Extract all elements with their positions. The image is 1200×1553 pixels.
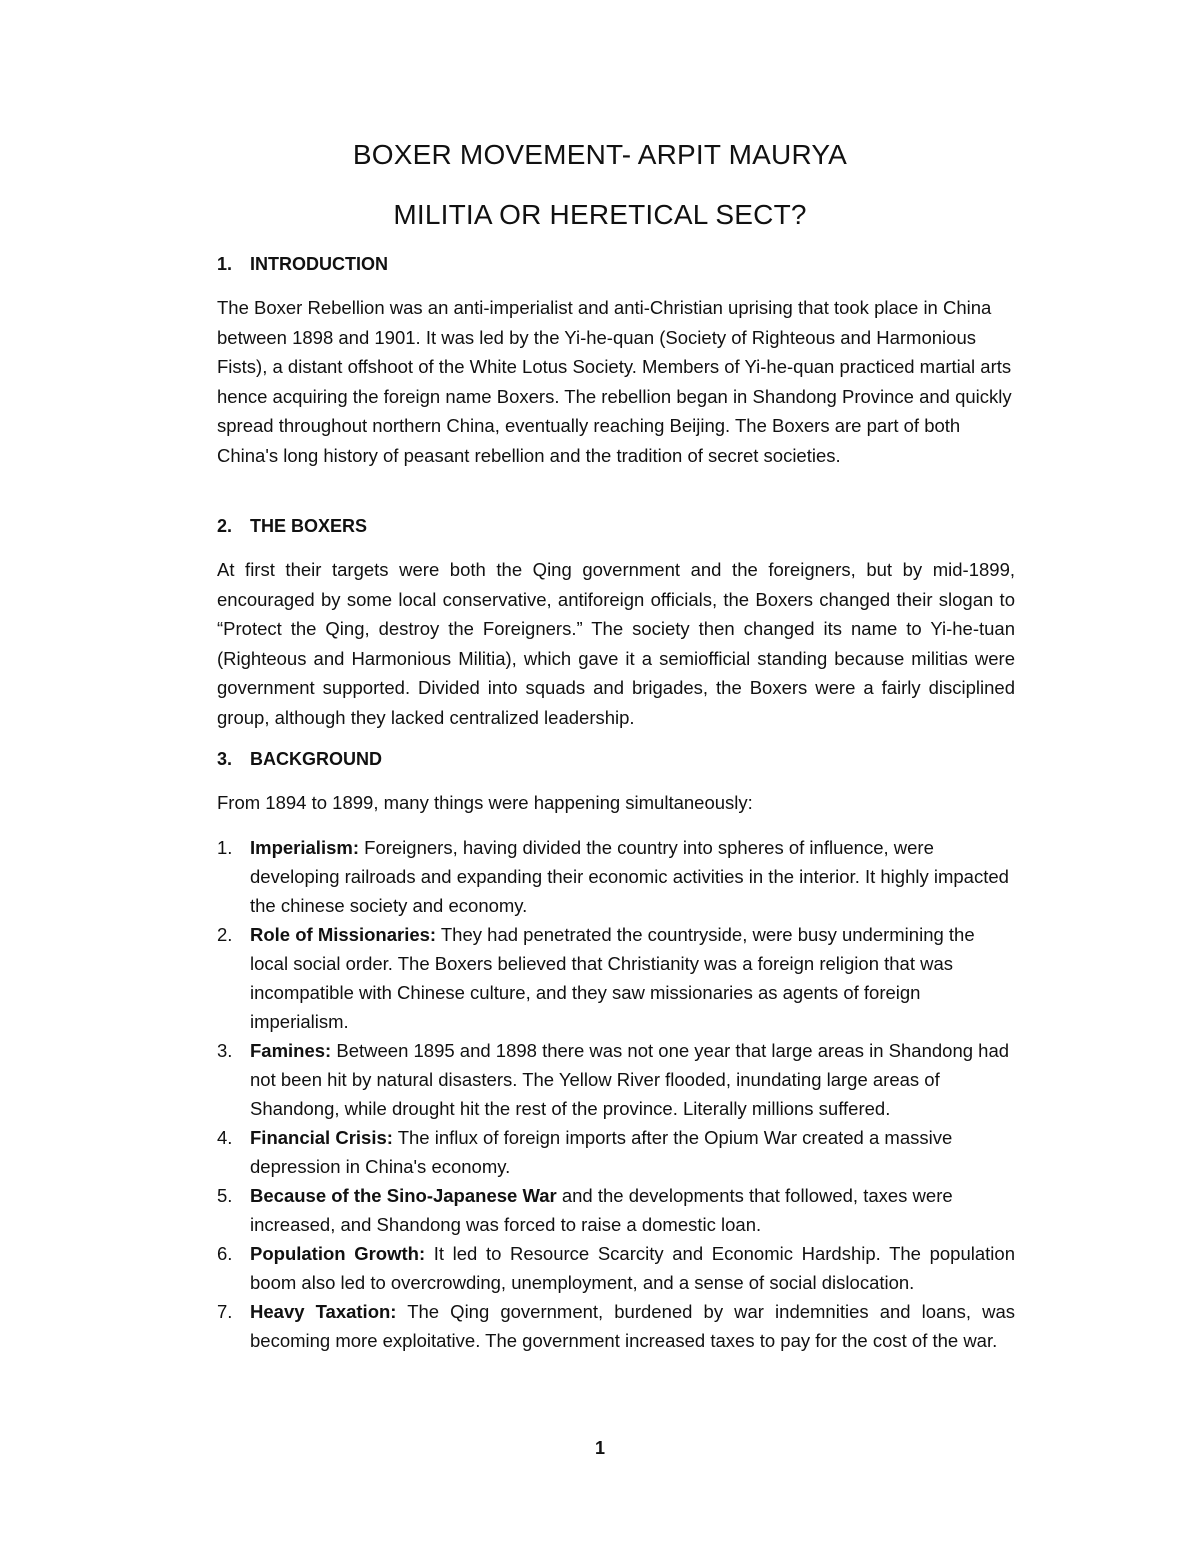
list-item-famines — [217, 1036, 1015, 1123]
background-list — [217, 833, 1015, 1355]
list-item-text: They had penetrated the countryside, were busy undermining the local social order. The Boxers believed that Christianity was a foreign religion that was incompatible with Chinese culture, and they saw missionaries as agents of foreign imperialism. — [250, 924, 975, 1032]
list-item-text: The Qing government, burdened by war indemnities and loans, was becoming more exploitative. The government increased taxes to pay for the cost of the war. — [250, 1301, 1016, 1351]
list-item-financial-crisis — [217, 1123, 1015, 1181]
list-item-text: The influx of foreign imports after the Opium War created a massive depression in China's economy. — [250, 1127, 953, 1177]
section-heading-background — [217, 749, 382, 770]
section-heading-the-boxers — [217, 516, 367, 537]
list-item-imperialism — [217, 833, 1015, 920]
list-item-number: 5. — [217, 1185, 233, 1206]
list-item-heading: Role of Missionaries: — [250, 924, 437, 945]
list-item-number: 2. — [217, 924, 233, 945]
list-item-text: It led to Resource Scarcity and Economic Hardship. The population boom also led to overcrowding, unemployment, and a sense of social dislocation. — [250, 1243, 1015, 1293]
list-item-heading: Financial Crisis: — [250, 1127, 393, 1148]
list-item-number: 7. — [217, 1301, 233, 1322]
the-boxers-paragraph: At first their targets were both the Qing government and the foreigners, but by mid-1899, encouraged by some local conservative, antiforeign officials, the Boxers changed their slogan to “Protect the Qing, destroy the Foreigners.” The society then changed its name to Yi-he-tuan (Righteous and Harmonious Militia), which gave it a semiofficial standing because militias were government supported. Divided into squads and brigades, the Boxers were a fairly disciplined group, although they lacked centralized leadership. — [217, 559, 1015, 728]
section-heading-introduction — [217, 254, 388, 275]
list-item-population-growth — [217, 1239, 1015, 1297]
list-item-text: Foreigners, having divided the country into spheres of influence, were developing railroads and expanding their economic activities in the interior. It highly impacted the chinese society and economy. — [250, 837, 1009, 916]
section-heading-text: INTRODUCTION — [250, 254, 388, 274]
introduction-paragraph: The Boxer Rebellion was an anti-imperialist and anti-Christian uprising that took place in China between 1898 and 1901. It was led by the Yi-he-quan (Society of Righteous and Harmonious Fists), a distant offshoot of the White Lotus Society. Members of Yi-he-quan practiced martial arts hence acquiring the foreign name Boxers. The rebellion began in Shandong Province and quickly spread throughout northern China, eventually reaching Beijing. The Boxers are part of both China's long history of peasant rebellion and the tradition of secret societies. — [217, 297, 1012, 466]
document-title: BOXER MOVEMENT- ARPIT MAURYA — [352, 139, 848, 170]
section-number: 3. — [217, 749, 233, 769]
section-number: 2. — [217, 516, 233, 536]
list-item-heading: Population Growth: — [250, 1243, 426, 1264]
list-item-role-of-missionaries — [217, 920, 1015, 1036]
list-item-text: Between 1895 and 1898 there was not one year that large areas in Shandong had not been hit by natural disasters. The Yellow River flooded, inundating large areas of Shandong, while drought hit the rest of the province. Literally millions suffered. — [250, 1040, 1010, 1119]
list-item-text: and the developments that followed, taxes were increased, and Shandong was forced to raise a domestic loan. — [250, 1185, 953, 1235]
background-intro: From 1894 to 1899, many things were happening simultaneously: — [217, 792, 753, 813]
section-number: 1. — [217, 254, 233, 274]
list-item-heading: Because of the Sino-Japanese War — [250, 1185, 557, 1206]
list-item-number: 1. — [217, 837, 233, 858]
section-heading-text: THE BOXERS — [250, 516, 368, 536]
section-heading-text: BACKGROUND — [250, 749, 382, 769]
page-number: 1 — [594, 1438, 605, 1458]
list-item-heavy-taxation — [217, 1297, 1015, 1355]
list-item-number: 3. — [217, 1040, 233, 1061]
list-item-heading: Heavy Taxation: — [250, 1301, 397, 1322]
list-item-number: 6. — [217, 1243, 233, 1264]
list-item-number: 4. — [217, 1127, 233, 1148]
list-item-heading: Imperialism: — [250, 837, 359, 858]
document-subtitle: MILITIA OR HERETICAL SECT? — [393, 199, 807, 230]
list-item-sino-japanese-war — [217, 1181, 1015, 1239]
list-item-heading: Famines: — [250, 1040, 332, 1061]
